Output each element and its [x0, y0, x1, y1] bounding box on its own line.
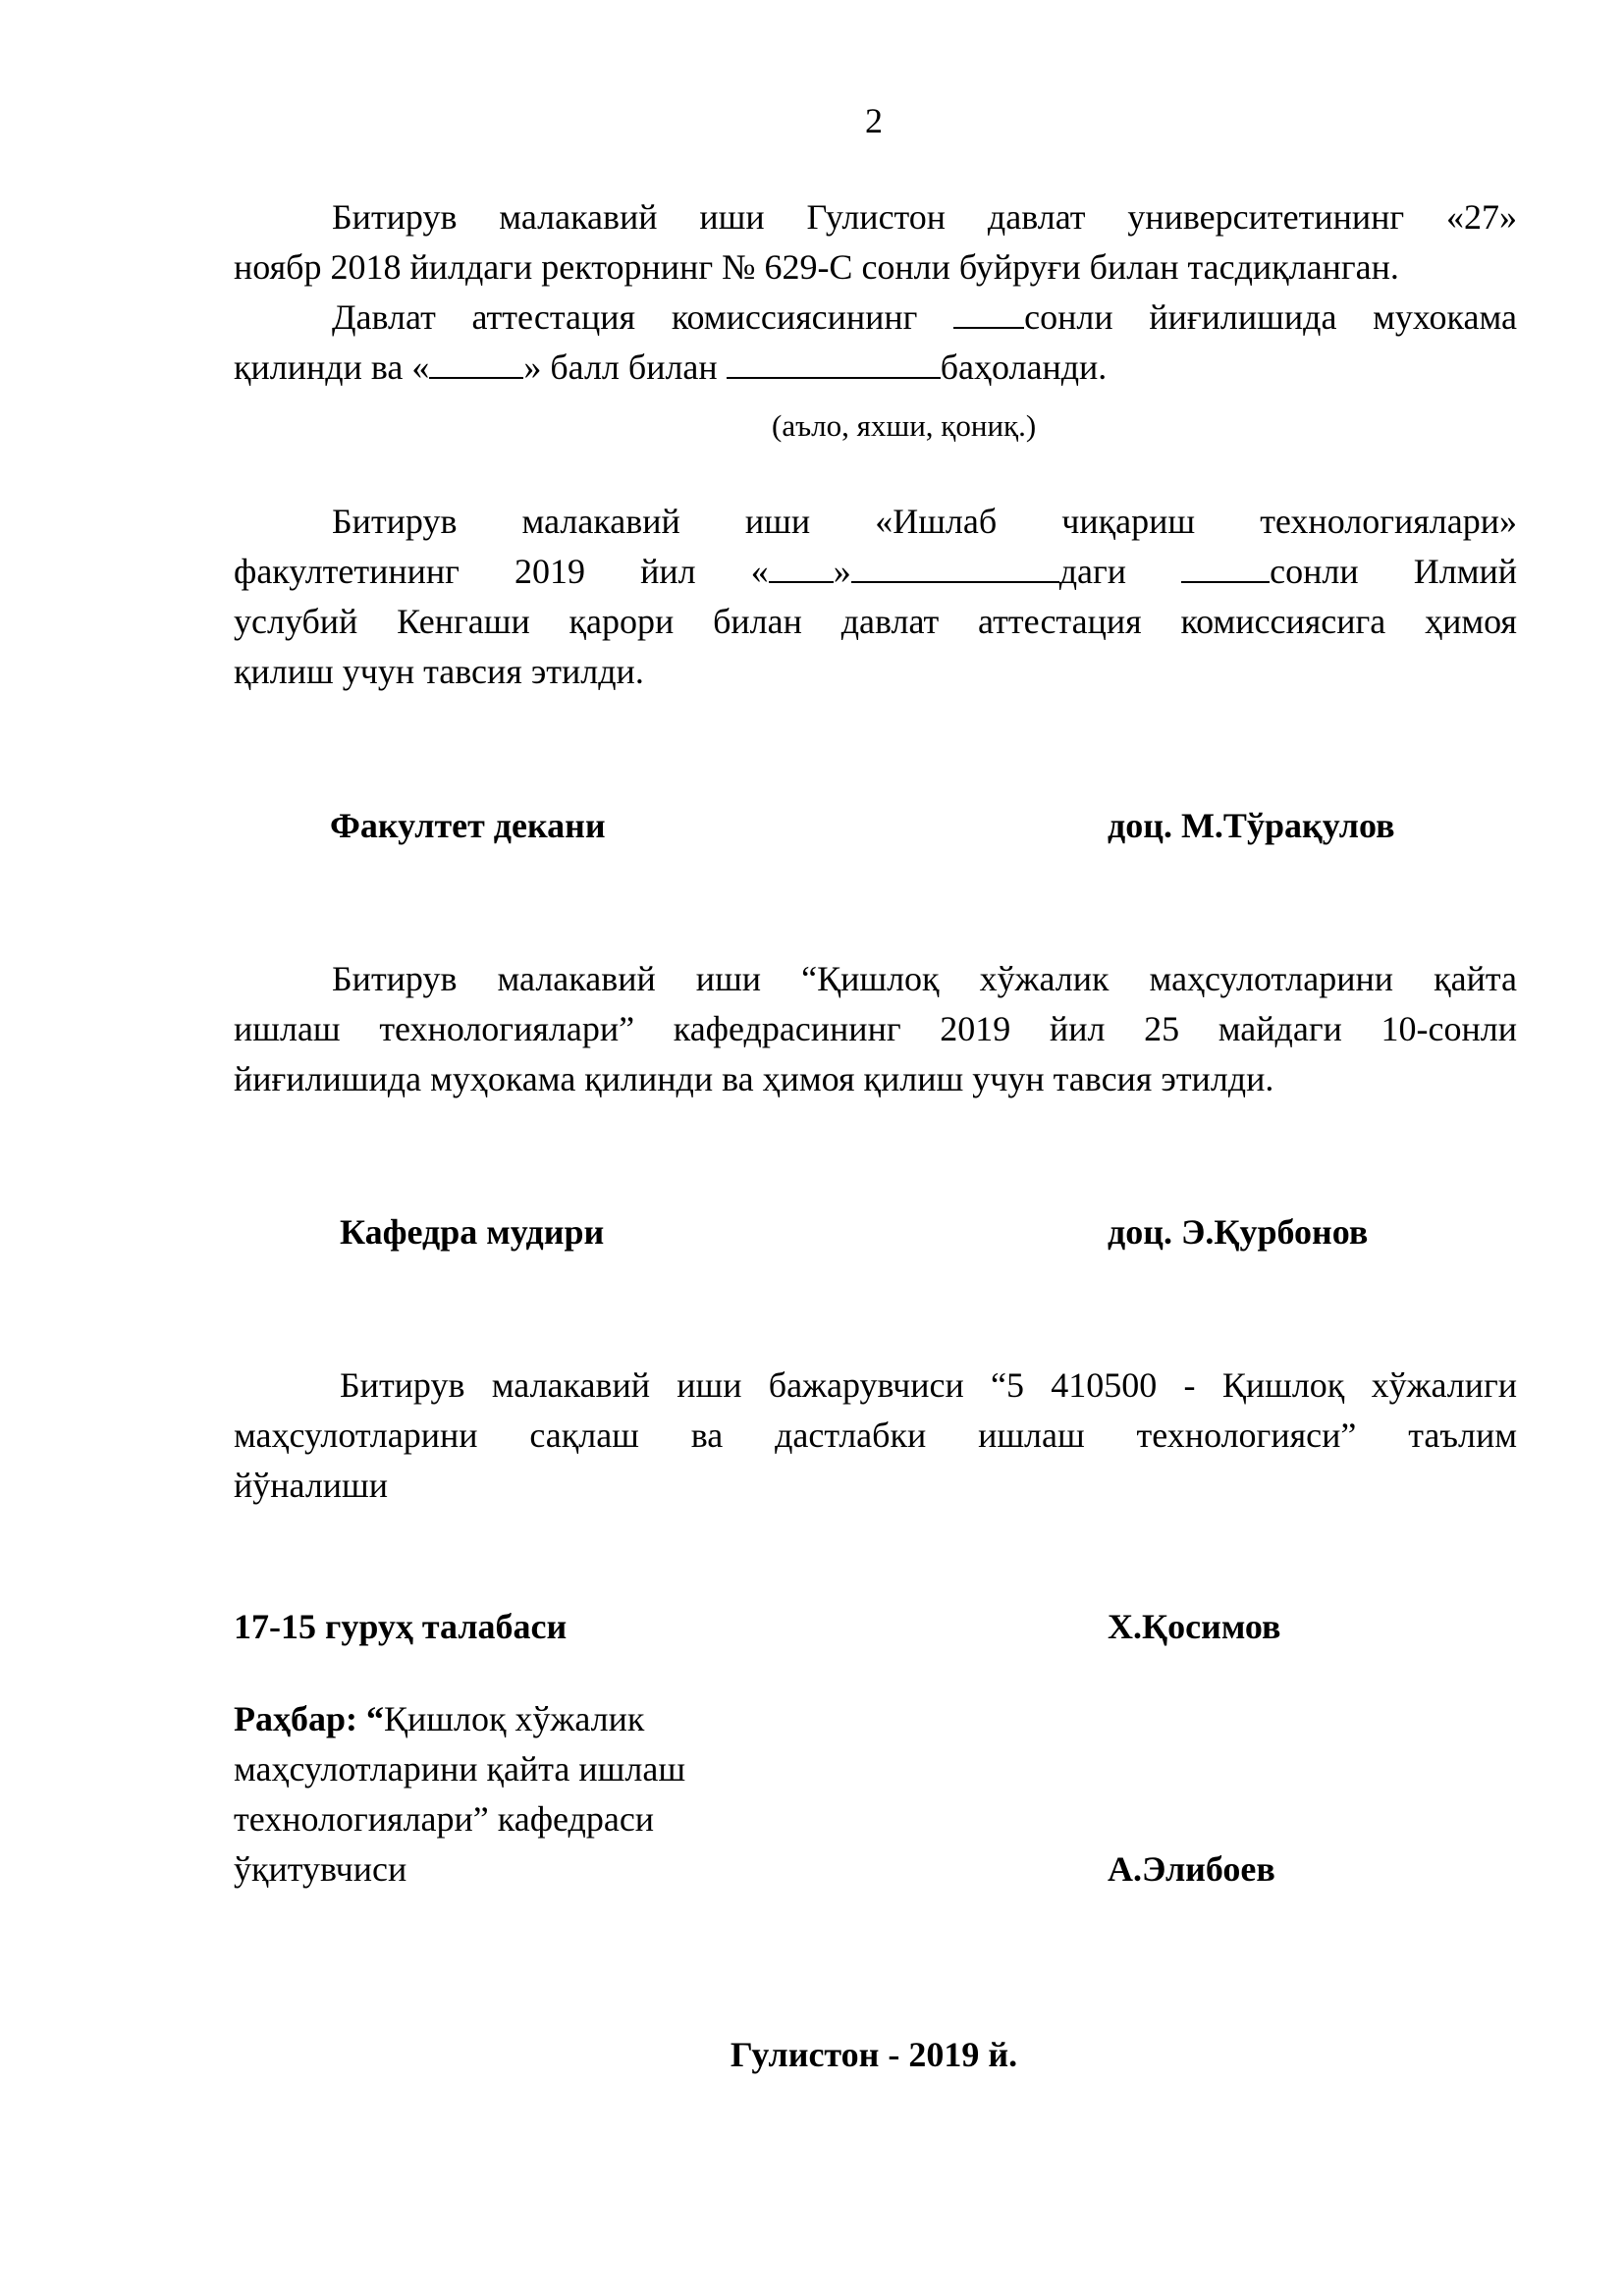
executor-paragraph: [234, 1361, 1517, 1511]
supervisor-line-2: маҳсулотларини қайта ишлаш: [234, 1749, 686, 1789]
page-number: 2: [865, 101, 883, 140]
grade-hint: (аъло, яхши, қониқ.): [772, 408, 1037, 443]
supervisor-line-3: технологиялари” кафедраси: [234, 1799, 655, 1839]
meeting-number-blank: [953, 294, 1024, 329]
department-paragraph: [234, 954, 1517, 1104]
council-line-1: Битирув малакавий иши «Ишлаб чиқариш технологиялари»: [332, 502, 1517, 541]
executor-line-3: йўналиши: [234, 1466, 389, 1505]
approval-line-1: Битирув малакавий иши Гулистон давлат университетининг «27»: [332, 197, 1517, 237]
grade-blank: [727, 344, 941, 379]
council-line-3: услубий Кенгаши қарори билан давлат аттестация комиссиясига ҳимоя: [234, 602, 1517, 641]
department-line-2: ишлаш технологиялари” кафедрасининг 2019 йил 25 майдаги 10-сонли: [234, 1009, 1517, 1048]
supervisor-line-1: Раҳбар: “Қишлоқ хўжалик: [234, 1699, 645, 1738]
student-name: Х.Қосимов: [1108, 1607, 1281, 1646]
commission-paragraph: [234, 293, 1517, 393]
supervisor-label: Раҳбар: “: [234, 1699, 384, 1738]
council-number-blank: [1181, 548, 1270, 583]
approval-paragraph: [234, 192, 1517, 293]
approval-line-2: ноябр 2018 йилдаги ректорнинг № 629-С сонли буйруғи билан тасдиқланган.: [234, 247, 1399, 287]
supervisor-name: А.Элибоев: [1108, 1849, 1275, 1889]
department-line-3: йиғилишида муҳокама қилинди ва ҳимоя қилиш учун тавсия этилди.: [234, 1059, 1274, 1098]
day-blank: [769, 548, 834, 583]
council-line-2: факултетининг 2019 йил « » даги сонли Илмий: [234, 547, 1517, 597]
executor-line-1: Битирув малакавий иши бажарувчиси “5 410500 - Қишлоқ хўжалиги: [340, 1365, 1517, 1405]
dean-title: Факултет декани: [330, 806, 606, 845]
department-line-1: Битирув малакавий иши “Қишлоқ хўжалик маҳсулотларини қайта: [332, 959, 1517, 998]
head-name: доц. Э.Қурбонов: [1108, 1212, 1369, 1252]
supervisor-line-4: ўқитувчиси: [234, 1849, 407, 1889]
supervisor-block: [234, 1694, 685, 1895]
executor-line-2: маҳсулотларини сақлаш ва дастлабки ишлаш технологияси” таълим: [234, 1415, 1517, 1455]
student-title: 17-15 гуруҳ талабаси: [234, 1607, 568, 1646]
head-title: Кафедра мудири: [340, 1212, 605, 1252]
score-blank: [429, 344, 523, 379]
commission-line-1: Давлат аттестация комиссиясининг сонли йиғилишида мухокама: [234, 293, 1517, 343]
footer-place-year: Гулистон - 2019 й.: [730, 2035, 1018, 2074]
month-blank: [851, 548, 1059, 583]
council-line-4: қилиш учун тавсия этилди.: [234, 652, 644, 691]
commission-line-2: қилинди ва « » балл билан баҳоланди.: [234, 343, 1517, 393]
faculty-council-paragraph: [234, 497, 1517, 697]
dean-name: доц. М.Тўрақулов: [1108, 806, 1395, 845]
